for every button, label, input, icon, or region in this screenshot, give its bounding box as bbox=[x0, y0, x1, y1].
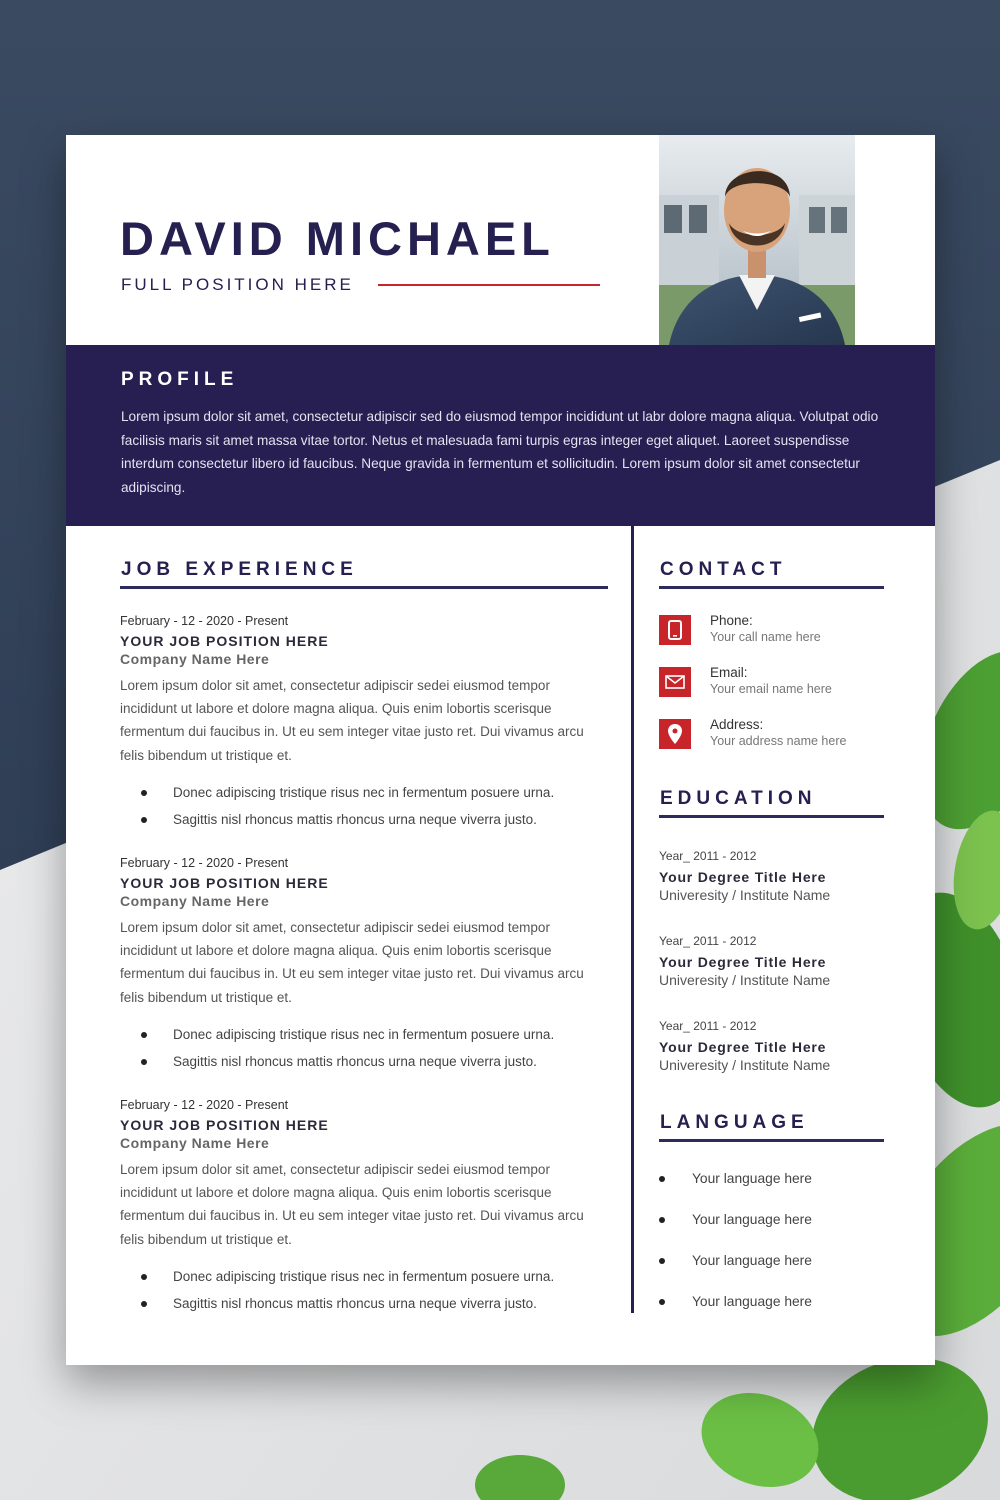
profile-photo bbox=[659, 135, 855, 345]
profile-section bbox=[66, 345, 935, 526]
education-school: Univeresity / Institute Name bbox=[659, 972, 831, 988]
language-item: Your language here bbox=[659, 1165, 889, 1206]
phone-icon bbox=[659, 615, 691, 645]
job-company: Company Name Here bbox=[120, 893, 270, 909]
job-experience-heading: JOB EXPERIENCE bbox=[121, 559, 358, 580]
job-entry bbox=[120, 855, 610, 1075]
language-item: Your language here bbox=[659, 1206, 889, 1247]
contact-label: Phone: bbox=[710, 613, 753, 628]
portrait-image bbox=[659, 135, 855, 345]
job-company: Company Name Here bbox=[120, 651, 270, 667]
job-description: Lorem ipsum dolor sit amet, consectetur adipiscir sedei eiusmod tempor incididunt ut labore et dolore magna aliqua. Quis enim lobortis scerisque fermentum dui faucibus in. Ut eu sem integer vitae justo ret. Dui vivamus arcu felis bibendum ut tristique et. bbox=[120, 1162, 584, 1247]
job-date: February - 12 - 2020 - Present bbox=[120, 856, 289, 870]
education-heading: EDUCATION bbox=[660, 788, 817, 809]
profile-summary: Lorem ipsum dolor sit amet, consectetur adipiscir sed do eiusmod tempor incididunt ut labr dolore magna aliqua. Volutpat odio facilisis maris sit amet massa vitae tortor. Netus et malesuada fami turpis egras integer eget aliquet. Laoreet suspendisse interdum consectetur libero id faucibus. Neque gravida in fermentum et sollicitudin. Lorem ipsum dolor sit amet consectetur adipiscing. bbox=[121, 409, 879, 495]
language-list bbox=[659, 1165, 889, 1329]
job-date: February - 12 - 2020 - Present bbox=[120, 614, 289, 628]
education-entry bbox=[659, 848, 889, 904]
language-rule bbox=[659, 1139, 884, 1142]
job-bullet: Sagittis nisl rhoncus mattis rhoncus urna neque viverra justo. bbox=[120, 1048, 610, 1075]
education-school: Univeresity / Institute Name bbox=[659, 1057, 831, 1073]
education-year: Year_ 2011 - 2012 bbox=[659, 849, 757, 863]
job-position: YOUR JOB POSITION HERE bbox=[120, 1117, 329, 1133]
contact-value: Your address name here bbox=[710, 734, 847, 748]
contact-value: Your call name here bbox=[710, 630, 821, 644]
job-description: Lorem ipsum dolor sit amet, consectetur adipiscir sedei eiusmod tempor incididunt ut labore et dolore magna aliqua. Quis enim lobortis scerisque fermentum dui faucibus in. Ut eu sem integer vitae justo ret. Dui vivamus arcu felis bibendum ut tristique et. bbox=[120, 920, 584, 1005]
contact-heading: CONTACT bbox=[660, 559, 787, 580]
job-bullet: Sagittis nisl rhoncus mattis rhoncus urna neque viverra justo. bbox=[120, 1290, 610, 1317]
education-degree: Your Degree Title Here bbox=[659, 869, 827, 885]
job-entry bbox=[120, 1097, 610, 1317]
contact-address bbox=[659, 717, 889, 751]
language-heading: LANGUAGE bbox=[660, 1112, 809, 1133]
education-year: Year_ 2011 - 2012 bbox=[659, 934, 757, 948]
job-bullet-list bbox=[120, 779, 610, 833]
job-entry bbox=[120, 613, 610, 833]
location-pin-icon bbox=[659, 719, 691, 749]
education-degree: Your Degree Title Here bbox=[659, 1039, 827, 1055]
education-school: Univeresity / Institute Name bbox=[659, 887, 831, 903]
contact-value: Your email name here bbox=[710, 682, 832, 696]
education-degree: Your Degree Title Here bbox=[659, 954, 827, 970]
candidate-name: DAVID MICHAEL bbox=[120, 212, 555, 265]
candidate-position: FULL POSITION HERE bbox=[121, 275, 354, 294]
job-position: YOUR JOB POSITION HERE bbox=[120, 633, 329, 649]
column-divider bbox=[631, 526, 634, 1313]
mail-icon bbox=[659, 667, 691, 697]
contact-phone bbox=[659, 613, 889, 647]
job-bullet-list bbox=[120, 1263, 610, 1317]
job-bullet: Sagittis nisl rhoncus mattis rhoncus urna neque viverra justo. bbox=[120, 806, 610, 833]
contact-label: Address: bbox=[710, 717, 764, 732]
resume-page bbox=[66, 135, 935, 1365]
education-entry bbox=[659, 933, 889, 989]
contact-label: Email: bbox=[710, 665, 748, 680]
education-rule bbox=[659, 815, 884, 818]
contact-rule bbox=[659, 586, 884, 589]
job-bullet: Donec adipiscing tristique risus nec in fermentum posuere urna. bbox=[120, 779, 610, 806]
job-company: Company Name Here bbox=[120, 1135, 270, 1151]
job-bullet-list bbox=[120, 1021, 610, 1075]
language-item: Your language here bbox=[659, 1288, 889, 1329]
job-date: February - 12 - 2020 - Present bbox=[120, 1098, 289, 1112]
education-entry bbox=[659, 1018, 889, 1074]
job-position: YOUR JOB POSITION HERE bbox=[120, 875, 329, 891]
job-bullet: Donec adipiscing tristique risus nec in fermentum posuere urna. bbox=[120, 1021, 610, 1048]
job-description: Lorem ipsum dolor sit amet, consectetur adipiscir sedei eiusmod tempor incididunt ut labore et dolore magna aliqua. Quis enim lobortis scerisque fermentum dui faucibus in. Ut eu sem integer vitae justo ret. Dui vivamus arcu felis bibendum ut tristique et. bbox=[120, 678, 584, 763]
education-year: Year_ 2011 - 2012 bbox=[659, 1019, 757, 1033]
job-bullet: Donec adipiscing tristique risus nec in fermentum posuere urna. bbox=[120, 1263, 610, 1290]
job-experience-rule bbox=[120, 586, 608, 589]
language-item: Your language here bbox=[659, 1247, 889, 1288]
title-accent-line bbox=[378, 284, 600, 286]
profile-heading: PROFILE bbox=[121, 369, 239, 390]
contact-email bbox=[659, 665, 889, 699]
